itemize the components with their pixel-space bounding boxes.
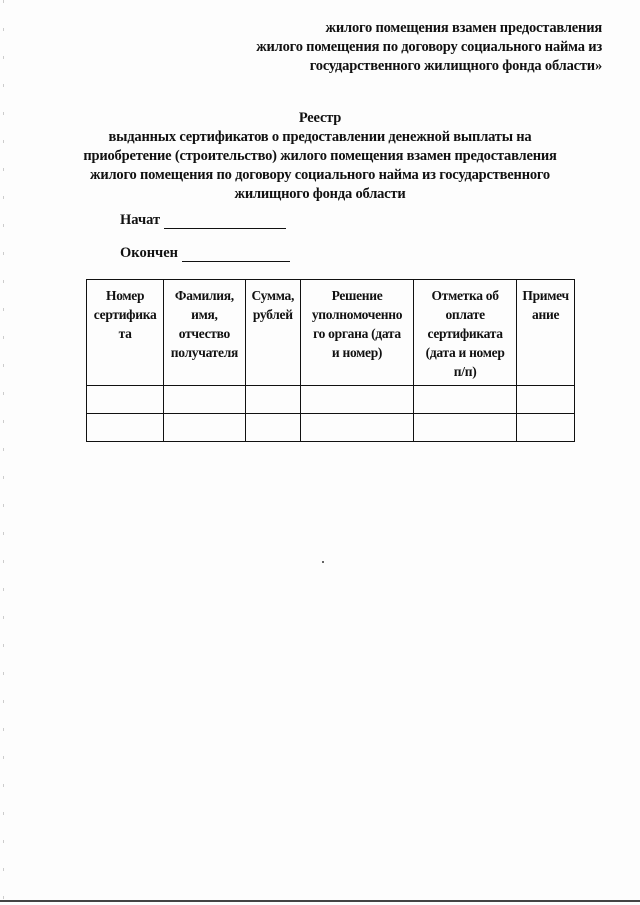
header-certificate-number: Номер сертифика та [87, 280, 164, 386]
table-cell[interactable] [164, 414, 245, 442]
table-cell[interactable] [517, 414, 575, 442]
registry-table [86, 279, 575, 442]
header-line: жилого помещения взамен предоставления [325, 20, 602, 36]
table-cell[interactable] [414, 414, 517, 442]
document-header [162, 19, 602, 76]
document-title: Реестр [298, 110, 342, 126]
scan-edge [3, 0, 4, 905]
header-note: Примеч ание [517, 280, 575, 386]
scan-speck [322, 561, 324, 563]
table-cell[interactable] [87, 386, 164, 414]
table-row [87, 414, 575, 442]
page-bottom-edge [0, 900, 640, 902]
table-header-row [87, 280, 575, 386]
header-payment-mark: Отметка об оплате сертификата (дата и номер п/п) [414, 280, 517, 386]
end-date-blank[interactable] [182, 247, 290, 262]
table-cell[interactable] [517, 386, 575, 414]
subtitle-line: приобретение (строительство) жилого помещения взамен предоставления [83, 148, 557, 164]
end-date-field [120, 245, 290, 262]
table-cell[interactable] [164, 386, 245, 414]
table-row [87, 386, 575, 414]
header-amount: Сумма, рублей [245, 280, 300, 386]
table-cell[interactable] [87, 414, 164, 442]
header-line: государственного жилищного фонда области» [309, 58, 602, 74]
subtitle-line: жилого помещения по договору социального найма из государственного [90, 167, 550, 183]
start-date-field [120, 212, 286, 229]
subtitle-line: выданных сертификатов о предоставлении денежной выплаты на [108, 129, 532, 145]
header-authority-decision: Решение уполномоченно го органа (дата и номер) [301, 280, 414, 386]
start-date-label: Начат [120, 212, 161, 228]
header-line: жилого помещения по договору социального найма из [256, 39, 602, 55]
header-recipient-name: Фамилия, имя, отчество получателя [164, 280, 245, 386]
start-date-blank[interactable] [164, 214, 286, 229]
table-cell[interactable] [301, 386, 414, 414]
table-cell[interactable] [245, 414, 300, 442]
title-block [60, 109, 580, 204]
table-cell[interactable] [301, 414, 414, 442]
table-cell[interactable] [245, 386, 300, 414]
subtitle-line: жилищного фонда области [234, 186, 406, 202]
end-date-label: Окончен [120, 245, 179, 261]
table-cell[interactable] [414, 386, 517, 414]
